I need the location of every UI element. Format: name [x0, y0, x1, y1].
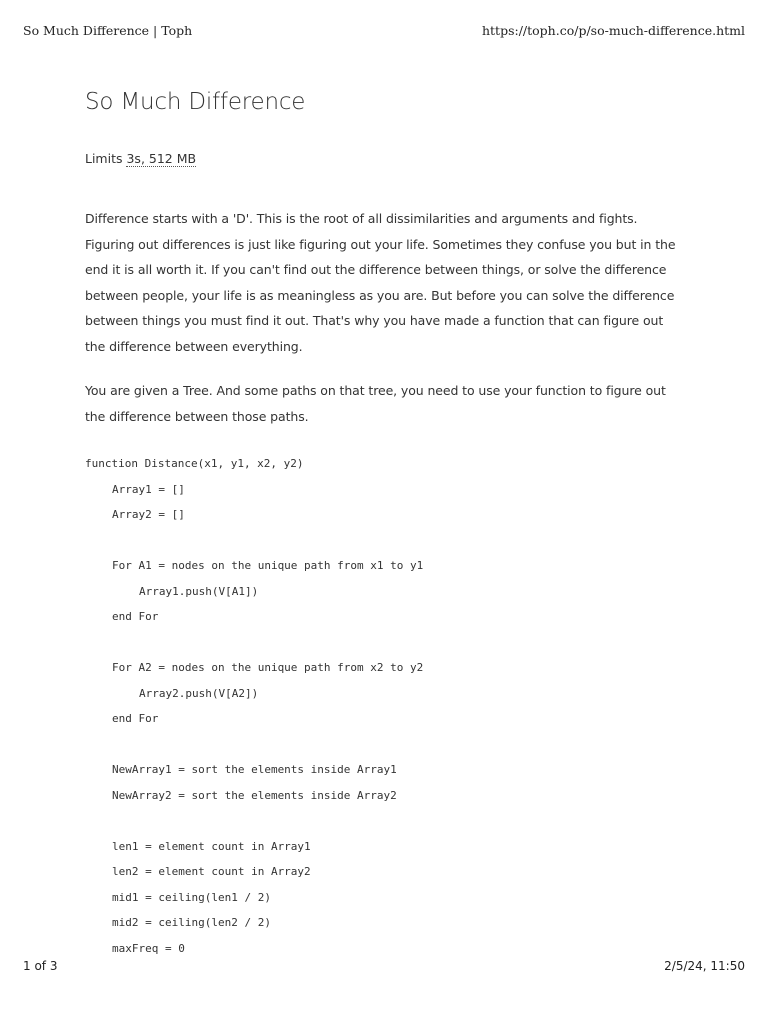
- code-blank-line: [85, 630, 685, 656]
- print-header: [23, 23, 745, 38]
- code-line: mid2 = ceiling(len2 / 2): [112, 916, 271, 929]
- code-line: Array2 = []: [112, 508, 185, 521]
- code-line: NewArray1 = sort the elements inside Array1: [112, 763, 397, 776]
- pseudocode-block: [85, 451, 685, 961]
- code-line: maxFreq = 0: [112, 941, 185, 955]
- page-title: So Much Difference: [85, 89, 306, 115]
- code-line: end For: [112, 712, 159, 725]
- limits-label: Limits: [85, 151, 123, 166]
- print-url: https://toph.co/p/so-much-difference.html: [481, 23, 745, 38]
- statement-paragraph-1: Difference starts with a 'D'. This is the root of all dissimilarities and arguments and fights. Figuring out differences is just like figuring out your life. Sometimes they confuse you but in the end it is all worth it. If you can't find out the difference between things, or solve the difference between people, your life is as meaningless as you are. But before you can solve the difference between things you must find it out. That's why you have made a function that can figure out the difference between everything.: [85, 211, 676, 354]
- code-blank-line: [85, 808, 685, 834]
- code-line: For A1 = nodes on the unique path from x1 to y1: [112, 559, 424, 572]
- code-line: len2 = element count in Array2: [112, 865, 311, 878]
- print-datetime: 2/5/24, 11:50: [664, 959, 745, 973]
- limits-value[interactable]: 3s, 512 MB: [126, 151, 197, 166]
- code-line: Array1 = []: [112, 482, 185, 496]
- print-page-title: So Much Difference | Toph: [23, 23, 193, 38]
- code-line: NewArray2 = sort the elements inside Array2: [112, 788, 397, 802]
- code-blank-line: [85, 732, 685, 758]
- code-line: end For: [112, 610, 159, 623]
- code-line: For A2 = nodes on the unique path from x2 to y2: [112, 661, 424, 674]
- limits-line: [85, 149, 685, 169]
- page-number: 1 of 3: [23, 959, 58, 973]
- code-line: Array2.push(V[A2]): [139, 686, 259, 700]
- statement-paragraph-2: You are given a Tree. And some paths on that tree, you need to use your function to figure out the difference between those paths.: [85, 383, 666, 424]
- code-line: Array1.push(V[A1]): [139, 584, 259, 598]
- code-blank-line: [85, 528, 685, 554]
- code-line: function Distance(x1, y1, x2, y2): [85, 457, 304, 470]
- problem-content: [85, 84, 685, 961]
- code-line: len1 = element count in Array1: [112, 839, 311, 853]
- print-footer: [23, 959, 745, 973]
- code-line: mid1 = ceiling(len1 / 2): [112, 890, 271, 904]
